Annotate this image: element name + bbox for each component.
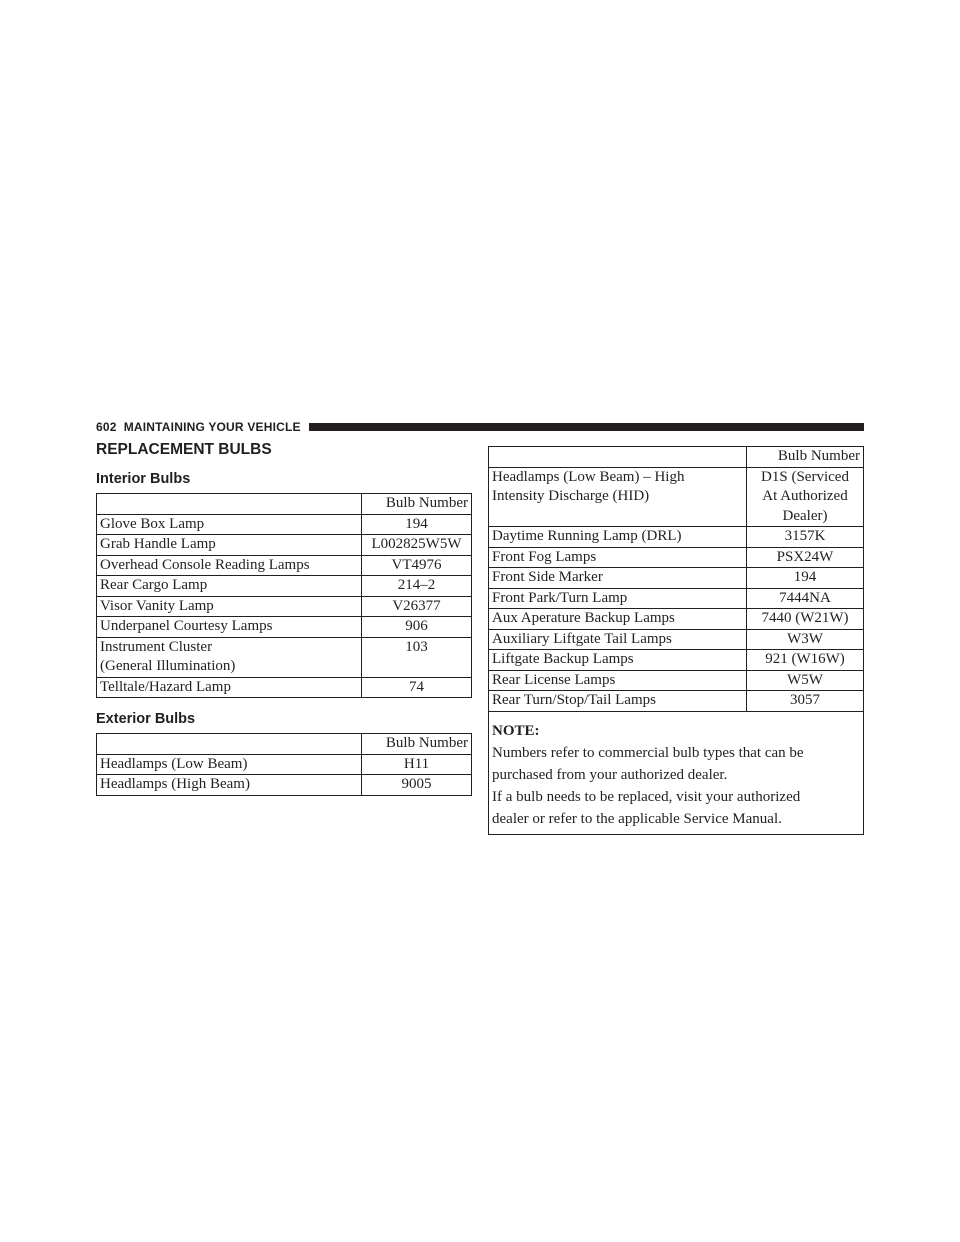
note-text-line: purchased from your authorized dealer. xyxy=(492,766,728,783)
table-row xyxy=(97,754,472,775)
bulb-location: Overhead Console Reading Lamps xyxy=(97,555,362,576)
bulb-location: Glove Box Lamp xyxy=(97,514,362,535)
table-header-row xyxy=(97,494,472,515)
table-row xyxy=(489,650,864,671)
table-row xyxy=(97,514,472,535)
bulb-number: V26377 xyxy=(362,596,472,617)
bulb-location: Rear Turn/Stop/Tail Lamps xyxy=(489,691,747,712)
bulb-location: Aux Aperature Backup Lamps xyxy=(489,609,747,630)
bulb-location xyxy=(489,467,747,527)
bulb-number: W5W xyxy=(747,670,864,691)
bulb-location: Auxiliary Liftgate Tail Lamps xyxy=(489,629,747,650)
page-number-section xyxy=(96,420,301,434)
bulb-location: Front Fog Lamps xyxy=(489,547,747,568)
header-cell-bulb-number: Bulb Number xyxy=(747,447,864,468)
bulb-number: PSX24W xyxy=(747,547,864,568)
table-row xyxy=(97,775,472,796)
bulb-location-line: Intensity Discharge (HID) xyxy=(492,488,650,504)
table-row xyxy=(97,555,472,576)
interior-bulbs-table xyxy=(96,493,472,698)
bulb-location: Rear License Lamps xyxy=(489,670,747,691)
table-header-row xyxy=(489,447,864,468)
bulb-number: W3W xyxy=(747,629,864,650)
note-text-line: Numbers refer to commercial bulb types that can be xyxy=(492,744,804,761)
bulb-location: Daytime Running Lamp (DRL) xyxy=(489,527,747,548)
header-cell-bulb-number: Bulb Number xyxy=(362,734,472,755)
bulb-number-line: D1S (Serviced xyxy=(761,468,849,485)
bulb-number: 921 (W16W) xyxy=(747,650,864,671)
exterior-bulbs-continued-table xyxy=(488,446,864,835)
table-row xyxy=(97,576,472,597)
bulb-number xyxy=(747,467,864,527)
interior-bulbs-heading: Interior Bulbs xyxy=(96,471,191,487)
table-row xyxy=(97,535,472,556)
table-header-row xyxy=(97,734,472,755)
note-cell xyxy=(489,711,864,834)
bulb-number: VT4976 xyxy=(362,555,472,576)
page-title: REPLACEMENT BULBS xyxy=(96,441,272,458)
bulb-location: Headlamps (Low Beam) xyxy=(97,754,362,775)
bulb-number: H11 xyxy=(362,754,472,775)
exterior-bulbs-heading: Exterior Bulbs xyxy=(96,711,196,727)
section-title: MAINTAINING YOUR VEHICLE xyxy=(123,420,301,434)
note-row xyxy=(489,711,864,834)
bulb-location: Grab Handle Lamp xyxy=(97,535,362,556)
bulb-number: 9005 xyxy=(362,775,472,796)
bulb-number: 3057 xyxy=(747,691,864,712)
bulb-number: L002825W5W xyxy=(362,535,472,556)
table-row xyxy=(489,568,864,589)
table-row xyxy=(489,691,864,712)
bulb-number: 3157K xyxy=(747,527,864,548)
bulb-location: Liftgate Backup Lamps xyxy=(489,650,747,671)
bulb-location: Telltale/Hazard Lamp xyxy=(97,677,362,698)
table-row xyxy=(489,609,864,630)
header-rule xyxy=(309,423,864,431)
table-row xyxy=(489,670,864,691)
bulb-location xyxy=(97,637,362,677)
header-cell-bulb-number: Bulb Number xyxy=(362,494,472,515)
bulb-number-line: At Authorized xyxy=(762,488,848,504)
bulb-location: Front Side Marker xyxy=(489,568,747,589)
bulb-location: Rear Cargo Lamp xyxy=(97,576,362,597)
note-text-line: If a bulb needs to be replaced, visit your authorized xyxy=(492,788,801,805)
note-text-line: dealer or refer to the applicable Service Manual. xyxy=(492,810,782,827)
table-row xyxy=(489,588,864,609)
page-header xyxy=(96,418,864,436)
bulb-number: 7444NA xyxy=(747,588,864,609)
header-cell-blank xyxy=(97,494,362,515)
bulb-number: 194 xyxy=(747,568,864,589)
bulb-location-line: (General Illumination) xyxy=(100,658,236,674)
bulb-location: Underpanel Courtesy Lamps xyxy=(97,617,362,638)
page-number: 602 xyxy=(96,420,117,434)
bulb-number: 74 xyxy=(362,677,472,698)
bulb-number: 906 xyxy=(362,617,472,638)
bulb-location-line: Instrument Cluster xyxy=(100,638,213,655)
bulb-location: Visor Vanity Lamp xyxy=(97,596,362,617)
table-row xyxy=(97,617,472,638)
header-cell-blank xyxy=(97,734,362,755)
bulb-number-line: Dealer) xyxy=(782,507,828,524)
bulb-location-line: Headlamps (Low Beam) – High xyxy=(492,468,685,485)
table-row xyxy=(97,677,472,698)
exterior-bulbs-table xyxy=(96,733,472,796)
bulb-number: 194 xyxy=(362,514,472,535)
table-row xyxy=(489,527,864,548)
header-cell-blank xyxy=(489,447,747,468)
bulb-location: Headlamps (High Beam) xyxy=(97,775,362,796)
bulb-number: 103 xyxy=(362,637,472,677)
table-row xyxy=(489,547,864,568)
table-row xyxy=(97,596,472,617)
table-row xyxy=(489,467,864,527)
bulb-number: 214–2 xyxy=(362,576,472,597)
note-title: NOTE: xyxy=(492,722,540,739)
table-row xyxy=(489,629,864,650)
table-row xyxy=(97,637,472,677)
bulb-number: 7440 (W21W) xyxy=(747,609,864,630)
bulb-location: Front Park/Turn Lamp xyxy=(489,588,747,609)
